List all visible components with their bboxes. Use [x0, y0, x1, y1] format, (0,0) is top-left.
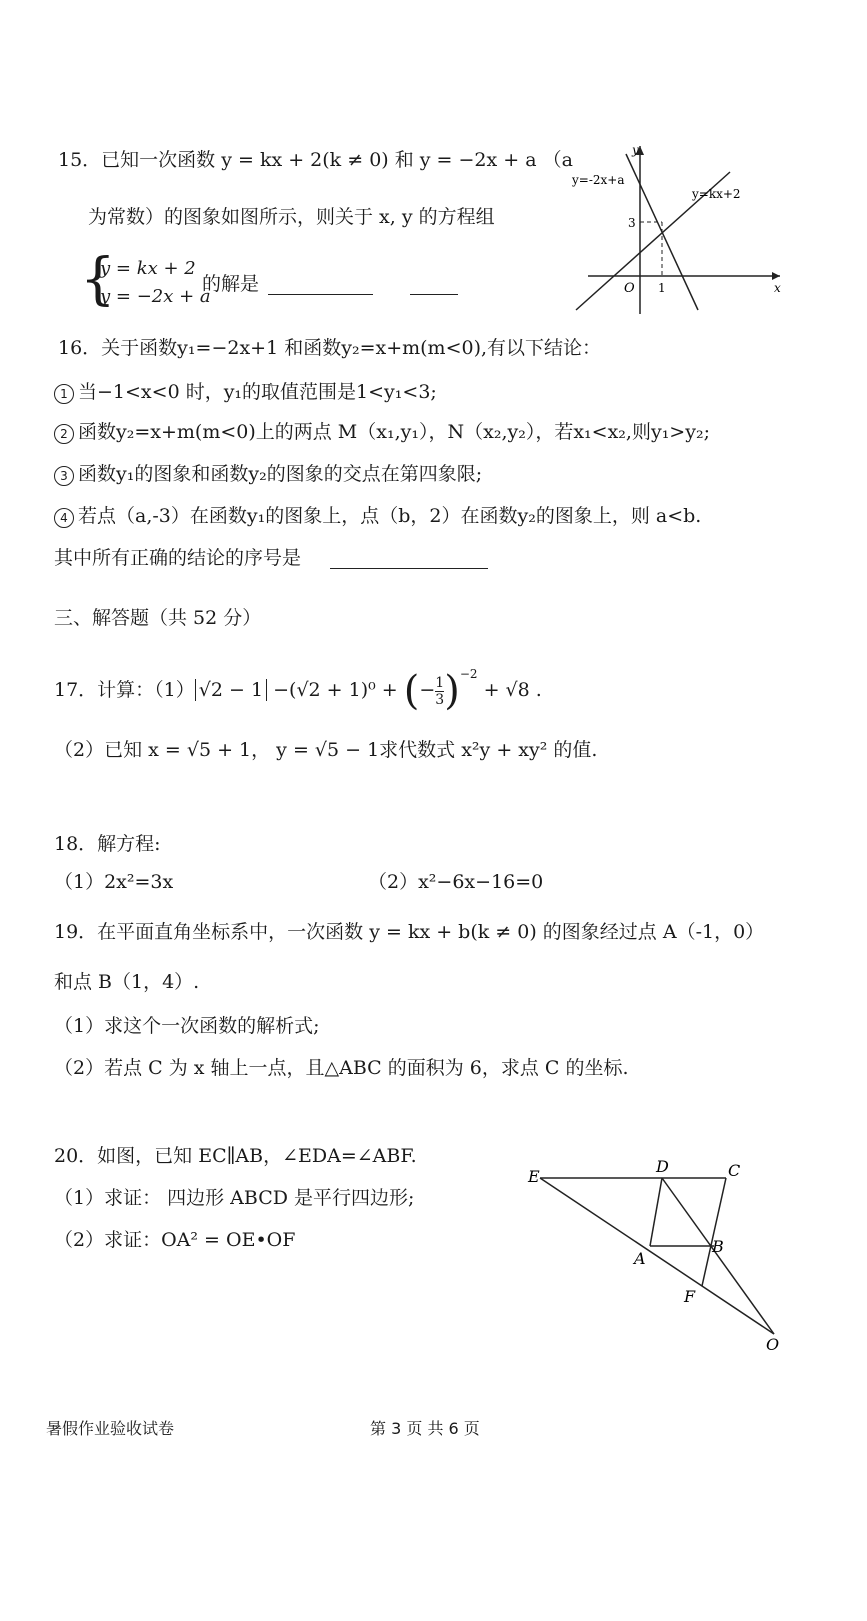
x-axis-arrow-icon [772, 272, 780, 280]
q18-part2: （2）x²−6x−16=0 [368, 871, 544, 893]
circle-number-4: 4 [54, 508, 74, 528]
circle-number-1: 1 [54, 384, 74, 404]
q16-intro: 16．关于函数y₁=−2x+1 和函数y₂=x+m(m<0),有以下结论： [58, 337, 602, 359]
label-C: C [728, 1161, 741, 1180]
section-3-title: 三、解答题（共 52 分） [54, 607, 262, 629]
q18-part1: （1）2x²=3x [54, 871, 174, 893]
q16-conclusion-3: 3 函数y₁的图象和函数y₂的图象的交点在第四象限; [54, 460, 482, 488]
q16-answer-blank [330, 548, 488, 569]
abs-value: √2 − 1 [195, 679, 267, 701]
graph-tick-y: 3 [628, 216, 636, 230]
q16-conclusion-1: 1 当−1<x<0 时，y₁的取值范围是1<y₁<3; [54, 378, 437, 406]
q15-graph [568, 140, 788, 320]
q19-line1: 19．在平面直角坐标系中，一次函数 y = kx + b(k ≠ 0) 的图象经过点 A（-1，0） [54, 921, 765, 943]
q17-part2: （2）已知 x = √5 + 1， y = √5 − 1求代数式 x²y + xy² 的值. [54, 739, 598, 761]
q15-sys-tail: 的解是 [202, 273, 260, 295]
circle-number-3: 3 [54, 466, 74, 486]
segment-DA [650, 1178, 662, 1246]
segment-DO [662, 1178, 774, 1334]
q19-part1: （1）求这个一次函数的解析式; [54, 1015, 320, 1037]
label-F: F [684, 1287, 696, 1306]
q15-line1: 15．已知一次函数 y = kx + 2(k ≠ 0) 和 y = −2x + a （a [58, 149, 573, 171]
q16-conclusion-prompt: 其中所有正确的结论的序号是 [54, 547, 302, 569]
segment-EO [540, 1178, 774, 1334]
label-O: O [766, 1335, 780, 1354]
q20-line1: 20．如图，已知 EC∥AB，∠EDA=∠ABF. [54, 1145, 417, 1167]
graph-label-origin: O [624, 281, 635, 296]
footer-page-number: 第 3 页 共 6 页 [370, 1419, 480, 1438]
q20-part1: （1）求证： 四边形 ABCD 是平行四边形; [54, 1187, 415, 1209]
q15-answer-blank-2 [410, 274, 458, 295]
graph-label-y: y [632, 143, 639, 157]
q20-geometry-figure [520, 1150, 800, 1360]
label-A: A [634, 1249, 646, 1268]
q16-conclusion-2: 2 函数y₂=x+m(m<0)上的两点 M（x₁,y₁），N（x₂,y₂），若x₁<x₂,则y₁>y₂; [54, 418, 710, 446]
q16-conclusion-4: 4 若点（a,-3）在函数y₁的图象上，点（b，2）在函数y₂的图象上，则 a<b. [54, 502, 701, 530]
segment-CF [702, 1178, 726, 1286]
q17-part1: 17．计算：（1） √2 − 1 −(√2 + 1)⁰ + (− $\frac{1}{3}$ )$^{-2}$ + √8 . [54, 667, 542, 714]
graph-tick-x: 1 [658, 281, 666, 295]
q15-answer-blank-1 [268, 274, 373, 295]
q15-sys-eq2: y = −2x + a [100, 286, 211, 307]
circle-number-2: 2 [54, 424, 74, 444]
label-E: E [528, 1167, 540, 1186]
label-D: D [656, 1157, 669, 1176]
q15-line2: 为常数）的图象如图所示，则关于 x, y 的方程组 [88, 206, 495, 228]
graph-label-right: y=kx+2 [692, 187, 741, 201]
q19-part2: （2）若点 C 为 x 轴上一点，且△ABC 的面积为 6，求点 C 的坐标. [54, 1057, 629, 1079]
label-B: B [712, 1237, 724, 1256]
fraction-one-third: $\frac{1}{3}$ [435, 674, 445, 708]
q20-part2: （2）求证：OA² = OE•OF [54, 1229, 296, 1251]
graph-label-left: y=-2x+a [572, 173, 625, 187]
q18-title: 18．解方程: [54, 833, 161, 855]
footer-exam-title: 暑假作业验收试卷 [46, 1419, 175, 1438]
q19-line2: 和点 B（1，4）. [54, 971, 200, 993]
q15-sys-eq1: y = kx + 2 [100, 258, 196, 279]
system-brace: { [80, 247, 116, 312]
graph-label-x: x [774, 281, 781, 295]
